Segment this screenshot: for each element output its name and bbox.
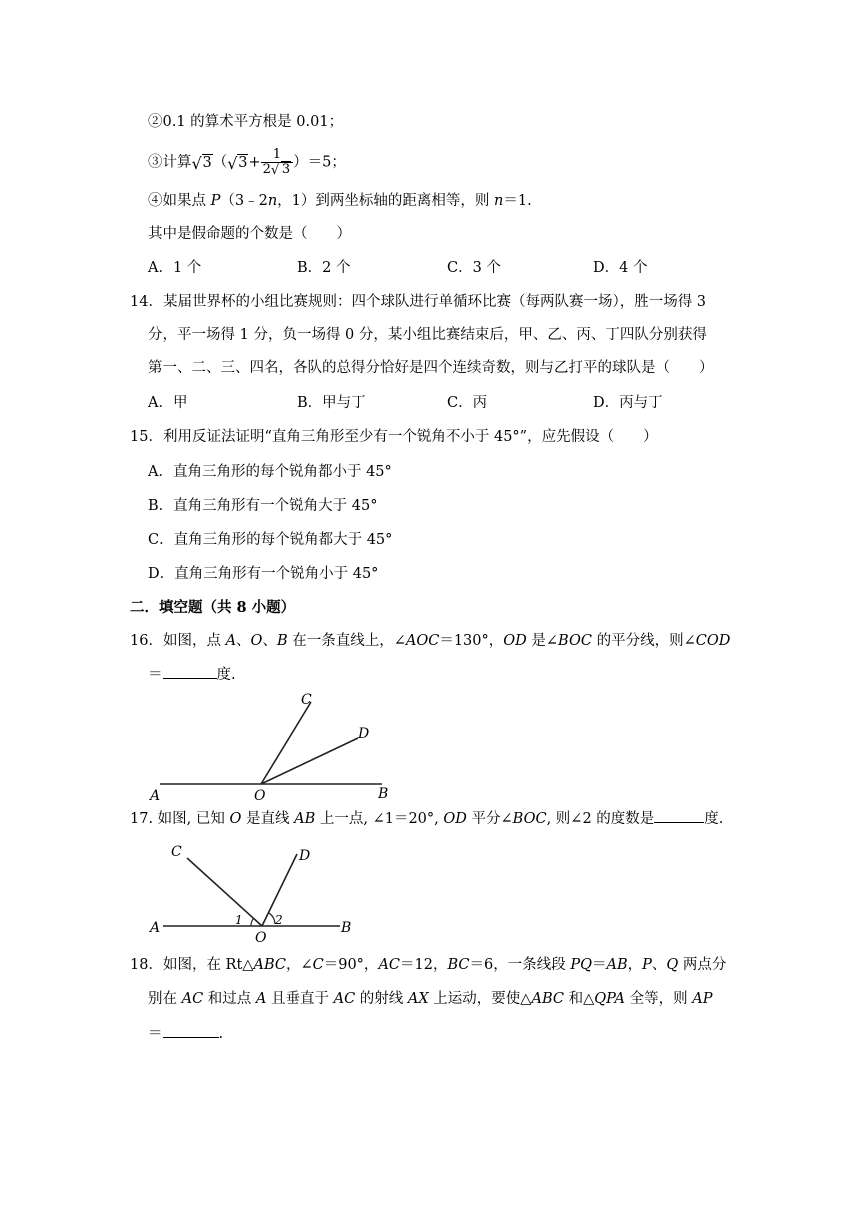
label-a: A	[150, 788, 161, 804]
q16-line-2	[148, 664, 236, 686]
q13-statement-2: ②0.1 的算术平方根是 0.01；	[148, 114, 344, 130]
text: 两点分	[678, 957, 727, 973]
var: AP	[692, 991, 713, 1007]
var: P	[210, 193, 221, 209]
var: AC	[333, 991, 356, 1007]
var: COD	[695, 633, 731, 649]
text: 、	[651, 957, 667, 973]
q15-stem: 15．利用反证法证明“直角三角形至少有一个锐角不小于 45°”，应先假设（ ）	[130, 429, 658, 445]
text: 2	[262, 162, 271, 177]
q14-option-b[interactable]: B．甲与丁	[297, 395, 366, 411]
label-b: B	[341, 920, 352, 936]
var: A	[255, 991, 267, 1007]
q16-line-1	[130, 630, 730, 652]
radicand: 3	[202, 154, 212, 171]
q14-line-2: 分，平一场得 1 分，负一场得 0 分，某小组比赛结束后，甲、乙、丙、丁四队分别获得	[148, 327, 707, 343]
text: ＝	[592, 957, 607, 973]
text: 是直线	[241, 811, 295, 827]
var: OD	[443, 811, 467, 827]
var: AC	[181, 991, 204, 1007]
ray-oc	[187, 858, 262, 926]
label-d: D	[299, 848, 311, 864]
var: PQ	[570, 957, 592, 973]
q15-option-a[interactable]: A．直角三角形的每个锐角都小于 45°	[148, 464, 392, 480]
q14-line-1: 14．某届世界杯的小组比赛规则：四个球队进行单循环比赛（每两队赛一场），胜一场得 3	[130, 294, 707, 310]
label-angle-2: 2	[275, 913, 283, 927]
section-title: 二．填空题（共 8 小题）	[130, 599, 296, 616]
q17-line-1	[130, 808, 723, 830]
var: OD	[503, 633, 527, 649]
sqrt-symbol: √ 3	[270, 162, 291, 178]
text: （	[212, 154, 228, 171]
var: B	[276, 633, 288, 649]
var: BOC	[512, 811, 547, 827]
label-b: B	[378, 786, 389, 802]
text: 和过点	[203, 991, 256, 1007]
label-c: C	[301, 692, 312, 708]
q15-option-c[interactable]: C．直角三角形的每个锐角都大于 45°	[148, 532, 393, 548]
var: AC	[378, 957, 401, 973]
text: （3﹣2	[220, 193, 268, 209]
q18-line-1	[130, 954, 726, 976]
text: 全等，则	[625, 991, 693, 1007]
q18-line-2	[148, 988, 712, 1010]
text: 的平分线，则∠	[591, 633, 696, 649]
q15-option-b[interactable]: B．直角三角形有一个锐角大于 45°	[148, 498, 378, 514]
q18-line-3	[148, 1023, 223, 1045]
text: .	[218, 1026, 224, 1042]
answer-blank[interactable]	[163, 664, 217, 679]
answer-blank[interactable]	[163, 1023, 219, 1038]
angle-1-arc	[251, 918, 254, 926]
text: , 则∠2 的度数是	[546, 811, 655, 827]
var: AB	[606, 957, 628, 973]
q17-figure	[145, 838, 360, 948]
q13-option-a[interactable]: A．1 个	[148, 260, 202, 276]
var: P	[642, 957, 652, 973]
text: ＝	[148, 1026, 163, 1042]
label-a: A	[150, 920, 161, 936]
text: ＝6，一条线段	[469, 957, 571, 973]
q14-line-3: 第一、二、三、四名，各队的总得分恰好是四个连续奇数，则与乙打平的球队是（ ）	[148, 360, 714, 376]
q13-option-d[interactable]: D．4 个	[593, 260, 648, 276]
text: 17. 如图, 已知	[130, 811, 230, 827]
var: n	[267, 193, 278, 209]
q14-option-c[interactable]: C．丙	[447, 395, 488, 411]
text: ＝90°，	[323, 957, 379, 973]
text: ）＝5；	[293, 154, 346, 171]
q14-option-d[interactable]: D．丙与丁	[593, 395, 663, 411]
text: ，∠	[285, 957, 313, 973]
text: 18．如图，在 Rt△	[130, 957, 254, 973]
q15-option-d[interactable]: D．直角三角形有一个锐角小于 45°	[148, 566, 379, 582]
text: ＝12，	[400, 957, 448, 973]
denominator	[261, 163, 294, 177]
sqrt-symbol: √ 3	[227, 153, 248, 173]
var: n	[494, 193, 504, 209]
numerator: 1	[261, 148, 294, 163]
text: 16．如图，点	[130, 633, 226, 649]
text: 平分∠	[466, 811, 513, 827]
q16-figure	[148, 688, 398, 806]
var: BOC	[558, 633, 592, 649]
var: C	[312, 957, 324, 973]
radicand: 3	[281, 162, 291, 177]
var: AX	[407, 991, 429, 1007]
text: 、	[236, 633, 251, 649]
var: ABC	[253, 957, 286, 973]
text: 上运动，要使△	[428, 991, 532, 1007]
text: ，1）到两坐标轴的距离相等，则	[277, 193, 495, 209]
text: 度.	[704, 811, 724, 827]
label-o: O	[254, 788, 266, 804]
text: ＝1.	[503, 193, 532, 209]
var: Q	[666, 957, 679, 973]
q14-option-a[interactable]: A．甲	[148, 395, 188, 411]
text: 且垂直于	[266, 991, 334, 1007]
label-d: D	[358, 726, 370, 742]
text: +	[248, 154, 261, 171]
var: ABC	[531, 991, 564, 1007]
var: BC	[447, 957, 470, 973]
sqrt-symbol: √ 3	[191, 153, 212, 173]
label-o: O	[255, 930, 267, 946]
text: 和△	[563, 991, 595, 1007]
text: ＝	[148, 667, 163, 683]
text: 度.	[216, 667, 236, 683]
var: AOC	[405, 633, 440, 649]
fraction	[261, 148, 294, 177]
label-c: C	[171, 844, 182, 860]
text: ，	[627, 957, 643, 973]
text: 在一条直线上，∠	[287, 633, 406, 649]
var: O	[250, 633, 263, 649]
radicand: 3	[238, 154, 248, 171]
text: ③计算	[148, 154, 192, 171]
text: 上一点, ∠1＝20°,	[315, 811, 444, 827]
answer-blank[interactable]	[654, 808, 704, 823]
text: 是∠	[526, 633, 559, 649]
var: A	[225, 633, 237, 649]
var: QPA	[594, 991, 626, 1007]
q13-stem: 其中是假命题的个数是（ ）	[148, 226, 351, 242]
var: AB	[294, 811, 316, 827]
var: O	[229, 811, 242, 827]
q13-statement-3	[148, 148, 346, 177]
text: 的射线	[355, 991, 408, 1007]
text: 别在	[148, 991, 182, 1007]
text: ＝130°，	[439, 633, 504, 649]
q13-option-c[interactable]: C．3 个	[447, 260, 501, 276]
label-angle-1: 1	[235, 913, 243, 927]
q13-option-b[interactable]: B．2 个	[297, 260, 351, 276]
q13-statement-4	[148, 190, 532, 212]
text: ④如果点	[148, 193, 211, 209]
text: 、	[262, 633, 277, 649]
